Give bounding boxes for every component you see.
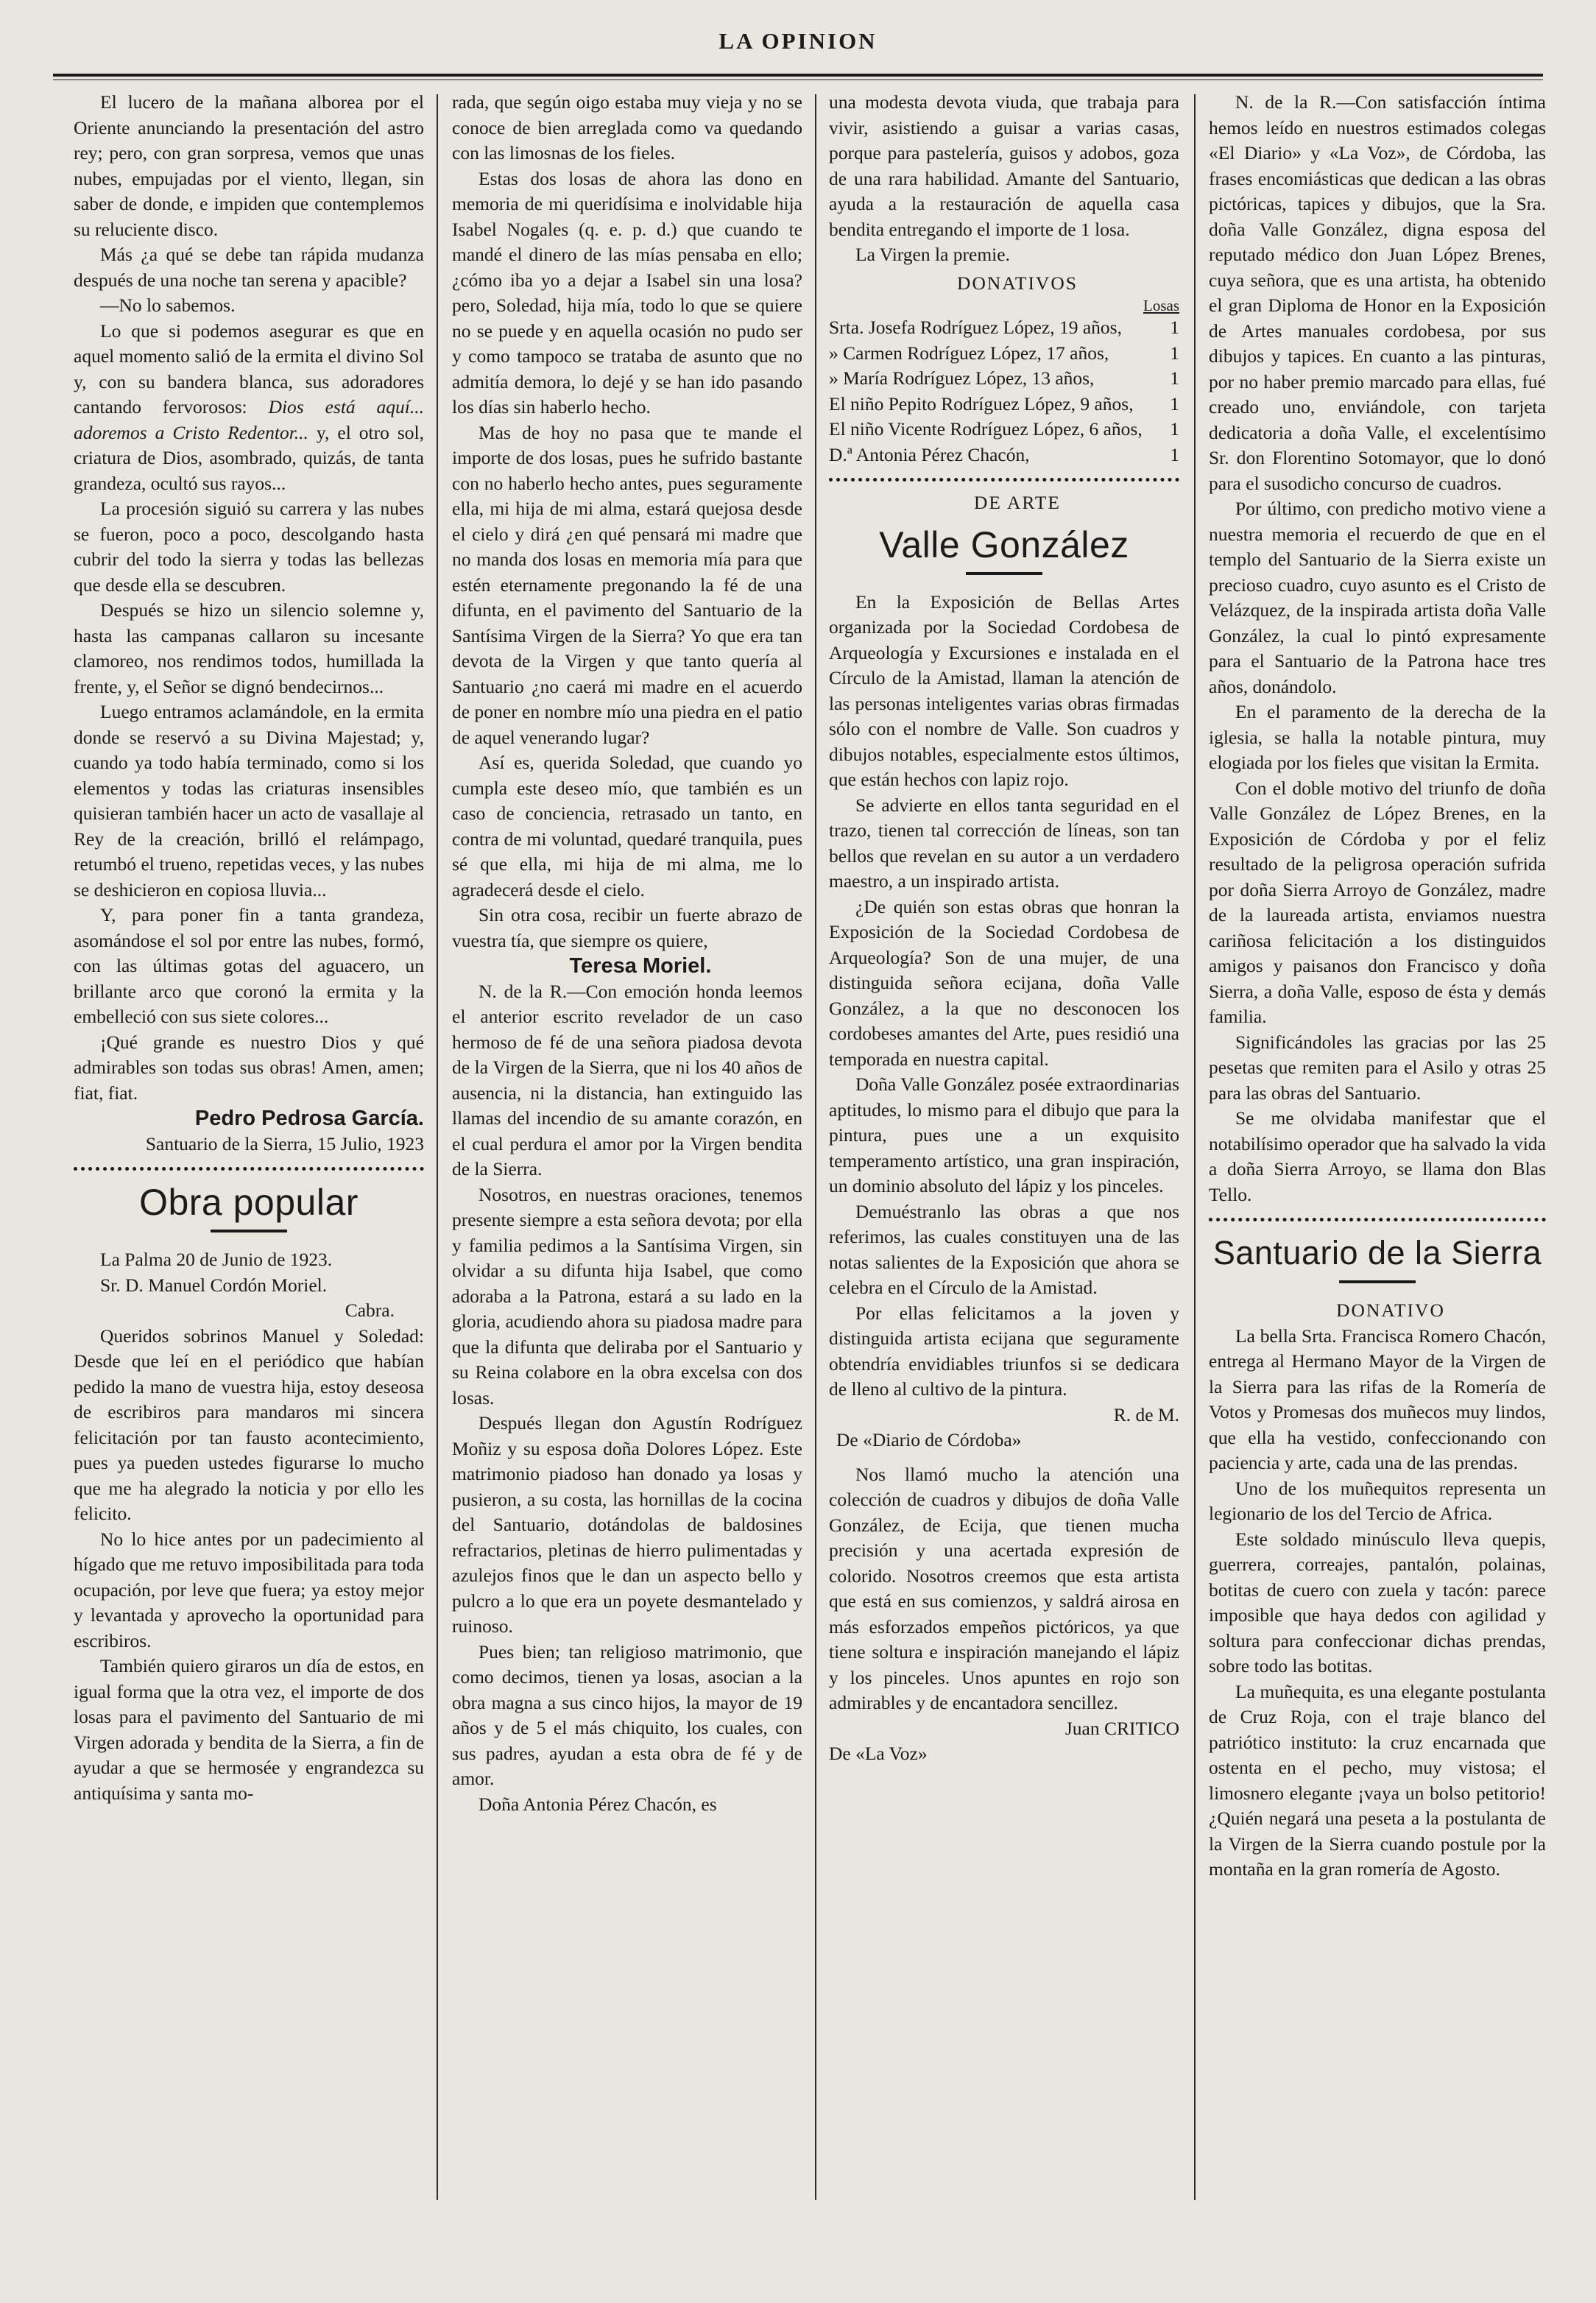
article-paragraph: Sin otra cosa, recibir un fuerte abrazo de vuestra tía, que siempre os quiere, xyxy=(452,904,802,951)
letter-city: Cabra. xyxy=(345,1299,395,1321)
paragraph-text: Lo que si podemos asegurar es que en aquel momento salió de la ermita el divino Sol y, con su bandera blanca, sus adoradores cantando fervorosos: xyxy=(74,320,424,417)
article-paragraph: Demuéstranlo las obras a que nos referimos, las cuales constituyen una de las notas salientes de la Exposición que ahora se celebra en el Círculo de la Amistad. xyxy=(829,1200,1179,1298)
donor-name: El niño Pepito Rodríguez López, 9 años, xyxy=(829,392,1134,415)
donation-row xyxy=(829,392,1179,417)
donations-heading: DONATIVOS xyxy=(957,272,1078,294)
donation-row xyxy=(829,417,1179,442)
dotted-separator xyxy=(1209,1218,1546,1221)
section-label: DONATIVO xyxy=(1336,1299,1445,1321)
article-paragraph: Así es, querida Soledad, que cuando yo cumpla este deseo mío, que también es un caso de conciencia, retrasado un tanto, en contra de mi voluntad, quedaré tranquila, pues sé que ella, mi hija de mi alma, me lo agradecerá desde el cielo. xyxy=(452,752,802,900)
article-paragraph: ¿De quién son estas obras que honran la Exposición de la Sociedad Cordobesa de Arqueología? Son de una mujer, de una distinguida señora ecijana, doña Valle González, a la que no desconocen los cordobeses amantes del Arte, pues residió una temporada en nuestra capital. xyxy=(829,895,1179,1070)
article-headline: Obra popular xyxy=(139,1182,359,1223)
author-signature: Pedro Pedrosa García. xyxy=(194,1107,424,1130)
donation-row xyxy=(829,315,1179,341)
article-paragraph: La procesión siguió su carrera y las nubes se fueron, poco a poco, descolgando hasta cubrir del todo la sierra y todas las bellezas que desde ella se descubren. xyxy=(74,498,424,596)
donation-row xyxy=(829,341,1179,367)
title-rule xyxy=(966,572,1042,575)
article-paragraph: La Virgen la premie. xyxy=(855,244,1010,265)
donation-amount: 1 xyxy=(1170,392,1179,415)
article-paragraph: Pues bien; tan religioso matrimonio, que como decimos, tienen ya losas, asocian a la obra magna a sus cinco hijos, la mayor de 19 años y de 5 el más chiquito, los cuales, con sus padres, ayudan a esta obra de fé y de amor. xyxy=(452,1640,802,1789)
dateline: Santuario de la Sierra, 15 Julio, 1923 xyxy=(145,1132,424,1154)
article-paragraph: Se advierte en ellos tanta seguridad en el trazo, tienen tal corrección de líneas, son tan bellos que revelan en su autor a un verdadero maestro, a un inspirado artista. xyxy=(829,794,1179,892)
article-paragraph: rada, que según oigo estaba muy vieja y no se conoce de bien arreglada como va quedando con las limosnas de los fieles. xyxy=(452,91,802,163)
title-rule xyxy=(1339,1280,1416,1283)
article-paragraph: En el paramento de la derecha de la iglesia, se halla la notable pintura, muy elogiada por los fieles que visitan la Ermita. xyxy=(1209,701,1546,773)
donor-name: » Carmen Rodríguez López, 17 años, xyxy=(829,342,1109,364)
article-paragraph: Y, para poner fin a tanta grandeza, asomándose el sol por entre las nubes, formó, con las últimas gotas del aguacero, un brillante arco que coronó la ermita y la embelleció con sus siete colores... xyxy=(74,904,424,1027)
column-divider xyxy=(1194,94,1196,2200)
source-credit: De «La Voz» xyxy=(829,1743,928,1764)
column-4 xyxy=(1209,90,1546,1883)
donation-amount: 1 xyxy=(1170,367,1179,389)
dotted-separator xyxy=(74,1167,424,1171)
column-3 xyxy=(829,90,1179,1767)
section-label: DE ARTE xyxy=(973,492,1061,513)
article-paragraph: No lo hice antes por un padecimiento al hígado que me retuvo imposibilitada para toda ocupación, por leve que fuera; ya estoy mejor y levantada y aprovecho la oportunidad para escribiros. xyxy=(74,1528,424,1651)
article-paragraph: Uno de los muñequitos representa un legionario de los del Tercio de Africa. xyxy=(1209,1477,1546,1524)
header-rule xyxy=(53,74,1543,77)
article-paragraph: Por ellas felicitamos a la joven y distinguida artista ecijana que seguramente obtendría envidiables triunfos si se dedicara de lleno al cultivo de la pintura. xyxy=(829,1302,1179,1400)
article-paragraph: La bella Srta. Francisca Romero Chacón, entrega al Hermano Mayor de la Virgen de la Sierra para las rifas de la Romería de Votos y Promesas dos muñecos muy lindos, que ella ha vestido, confeccionando con paciencia y arte, cada una de las prendas. xyxy=(1209,1325,1546,1473)
donor-name: El niño Vicente Rodríguez López, 6 años, xyxy=(829,418,1143,440)
donations-list xyxy=(829,315,1179,468)
article-paragraph: Significándoles las gracias por las 25 pesetas que remiten para el Asilo y otras 25 para las obras del Santuario. xyxy=(1209,1031,1546,1104)
author-signature: R. de M. xyxy=(1113,1403,1179,1425)
article-paragraph xyxy=(74,319,424,497)
article-paragraph: ¡Qué grande es nuestro Dios y qué admirables son todas sus obras! Amen, amen; fiat, fiat. xyxy=(74,1031,424,1104)
article-paragraph: Más ¿a qué se debe tan rápida mudanza después de una noche tan serena y apacible? xyxy=(74,244,424,291)
donation-amount: 1 xyxy=(1170,342,1179,364)
donor-name: » María Rodríguez López, 13 años, xyxy=(829,367,1095,389)
donation-row xyxy=(829,366,1179,392)
italic-quote: Dios está aquí... adoremos a Cristo Redentor... xyxy=(74,396,425,443)
article-paragraph: Después llegan don Agustín Rodríguez Moñiz y su esposa doña Dolores López. Este matrimonio piadoso han donado ya losas y pusieron, a su costa, las hornillas de la cocina del Santuario, dotándolas de baldosines refractarios, pletinas de hierro pulimentadas y azulejos finos que le dan un aspecto bello y pulcro a lo que era un poyete desmantelado y ruinoso. xyxy=(452,1412,802,1637)
donation-amount: 1 xyxy=(1170,418,1179,440)
column-2 xyxy=(452,90,802,1817)
donation-amount: 1 xyxy=(1170,443,1179,465)
author-signature: Juan CRITICO xyxy=(1064,1717,1179,1739)
article-paragraph: —No lo sabemos. xyxy=(100,295,236,316)
article-paragraph: En la Exposición de Bellas Artes organizada por la Sociedad Cordobesa de Arqueología y Excursiones e instalada en el Círculo de la Amistad, llaman la atención de las personas inteligentes varias obras firmadas sólo con el nombre de Valle. Son cuadros y dibujos notables, especialmente estos últimos, que están hechos con lapiz rojo. xyxy=(829,590,1179,790)
article-paragraph: La muñequita, es una elegante postulanta de Cruz Roja, con el traje blanco del patriótico instituto: la cruz encarnada que ostenta en el pecho, muy vistosa; el limosnero elegante ¡vaya un bolso petitorio! ¿Quién negará una peseta a la postulanta de la Virgen de la Sierra cuando postule por la montaña en la gran romería de Agosto. xyxy=(1209,1680,1546,1880)
column-divider xyxy=(437,94,438,2200)
donor-name: Srta. Josefa Rodríguez López, 19 años, xyxy=(829,317,1122,338)
article-headline: Santuario de la Sierra xyxy=(1212,1234,1542,1272)
article-paragraph: Este soldado minúsculo lleva quepis, guerrera, correajes, pantalón, polainas, botitas de cuero con zuela y tacón: parece imposible que haya dedos con agilidad y soltura para confeccionar dichas prendas, sobre todo las botitas. xyxy=(1209,1528,1546,1676)
article-paragraph: Queridos sobrinos Manuel y Soledad: Desde que leí en el periódico que habían pedido la mano de vuestra hija, estoy deseosa de escribiros para mandaros mi sincera felicitación por tan fausto acontecimiento, pues ya pueden ustedes figurarse lo mucho que me ha alegrado la noticia y por ello les felicito. xyxy=(74,1325,424,1524)
donation-amount: 1 xyxy=(1170,317,1179,338)
article-paragraph: Estas dos losas de ahora las dono en memoria de mi queridísima e inolvidable hija Isabel Nogales (q. e. p. d.) que cuando te mandé el dinero de las mías pensaba en ello; ¿cómo iba yo a dejar a Isabel sin una losa? pero, Soledad, hija mía, todo lo que se quiere no se puede y en aquella ocasión no pudo ser y como tampoco se trataba de asunto que no admitía demora, lo dejé y se han ido pasando los días sin haberlo hecho. xyxy=(452,167,802,417)
column-1 xyxy=(74,90,424,1806)
article-paragraph: También quiero giraros un día de estos, en igual forma que la otra vez, el importe de dos losas para el pavimento del Santuario de mi Virgen adorada y bendita de la Sierra, a fin de ayudar a que se hermosée y engrandezca su antiquísima y santa mo- xyxy=(74,1655,424,1804)
article-paragraph: Nos llamó mucho la atención una colección de cuadros y dibujos de doña Valle González, de Ecija, que tienen mucha precisión y una acertada expresión de colorido. Nosotros creemos que esta artista que está en sus comienzos, y saldrá airosa en más esforzados empeños pictóricos, ya que tiene soltura e inspiración manejando el lápiz y los pinceles. Unos apuntes en rojo son admirables y de encantadora sencillez. xyxy=(829,1463,1179,1713)
article-paragraph: Se me olvidaba manifestar que el notabilísimo operador que ha salvado la vida a doña Sierra Arroyo, se llama don Blas Tello. xyxy=(1209,1107,1546,1205)
article-paragraph: Nosotros, en nuestras oraciones, tenemos presente siempre a esta señora devota; por ella y familia pedimos a la Santísima Virgen, sin olvidar a su difunta hija Isabel, que como adoraba a la Patrona, estará a su lado en la gloria, acudiendo ahora su piadosa madre para que la difunta que deliraba por el Santuario y su Reina colabore en la obra excelsa con dos losas. xyxy=(452,1183,802,1408)
article-headline: Valle González xyxy=(879,523,1129,565)
article-paragraph: N. de la R.—Con emoción honda leemos el anterior escrito revelador de un caso hermoso de fé de una señora piadosa devota de la Virgen de la Sierra, que ni los 40 años de ausencia, ni la distancia, han extinguido las llamas del incendio de su amante corazón, en el cual perdura el amor por la Virgen bendita de la Sierra. xyxy=(452,980,802,1179)
title-rule xyxy=(211,1230,287,1232)
article-paragraph: Luego entramos aclamándole, en la ermita donde se reservó a su Divina Majestad; y, cuando ya todo había terminado, como si los elementos y todas las criaturas insensibles quisieran también hacer un acto de vasallaje al Rey de la creación, brilló el relámpago, retumbó el trueno, repetidas veces, y las nubes se deshicieron en copiosa lluvia... xyxy=(74,701,424,900)
article-paragraph: Después se hizo un silencio solemne y, hasta las campanas callaron su incesante clamoreo, nos rendimos todos, humillada la frente, y, el Señor se dignó bendecirnos... xyxy=(74,599,424,697)
article-paragraph: N. de la R.—Con satisfacción íntima hemos leído en nuestros estimados colegas «El Diario» y «La Voz», de Córdoba, las frases encomiásticas que dedican a las obras pictóricas, tapices y dibujos, que la Sra. doña Valle González, digna esposa del reputado médico don Juan López Brenes, cuya señora, que es una artista, ha obtenido el gran Diploma de Honor en la Exposición de Artes manuales cordobesa, por sus dibujos y tapices. En cuanto a las pinturas, por no haber premio marcado para ellas, fué creado uno, enviándole, con tarjeta dedicatoria a doña Valle, el excelentísimo Sr. don Florentino Sotomayor, que lo donó para el susodicho concurso de cuadros. xyxy=(1209,91,1546,494)
article-paragraph: Mas de hoy no pasa que te mande el importe de dos losas, pues he sufrido bastante con no haberlo hecho antes, pues seguramente ella, mi hija de mi alma, estará quejosa desde el cielo y dirá ¿en qué pensará mi madre que no manda dos losas en memoria mía para que estén eternamente pregonando la fé de una difunta, en el pavimento del Santuario de la Santísima Virgen de la Sierra? Yo que era tan devota de la Virgen y que tanto quería al Santuario ¿no caerá mi madre en el acuerdo de poner en nombre mío una piedra en el patio de aquel venerando lugar? xyxy=(452,421,802,748)
article-paragraph: El lucero de la mañana alborea por el Oriente anunciando la presentación del astro rey; pero, con gran sorpresa, vemos que unas nubes, empujadas por el viento, llegan, sin saber de donde, e impiden que contemplemos su reluciente disco. xyxy=(74,91,424,240)
article-paragraph: Doña Antonia Pérez Chacón, es xyxy=(479,1793,717,1815)
paragraph-text: y, el otro sol, criatura de Dios, asombrado, quizás, de tanta grandeza, ocultó sus rayos... xyxy=(74,421,424,494)
donor-name: D.ª Antonia Pérez Chacón, xyxy=(829,443,1030,465)
article-paragraph: una modesta devota viuda, que trabaja para vivir, asistiendo a guisar a varias casas, porque para pastelería, guisos y adobos, goza de una rara habilidad. Amante del Santuario, ayuda a la restauración de aquella casa bendita entregando el importe de 1 losa. xyxy=(829,91,1179,240)
dotted-separator xyxy=(829,478,1179,482)
article-paragraph: Con el doble motivo del triunfo de doña Valle González de López Brenes, en la Exposición de Córdoba y por el feliz resultado de la peligrosa operación sufrida por doña Sierra Arroyo de González, madre de la laureada artista, enviamos nuestra cariñosa felicitación a los distinguidos amigos y paisanos don Francisco y doña Sierra, a doña Valle, esposo de ésta y demás familia. xyxy=(1209,777,1546,1027)
donations-column-header: Losas xyxy=(1143,297,1179,314)
donation-row xyxy=(829,442,1179,468)
article-paragraph: Por último, con predicho motivo viene a nuestra memoria el recuerdo de que en el templo del Santuario de la Sierra existe un precioso cuadro, cuyo asunto es el Cristo de Velázquez, de la inspirada artista doña Valle González, la cual lo pintó expresamente para el Santuario de la Patrona hace tres años, donándolo. xyxy=(1209,498,1546,697)
masthead: LA OPINION xyxy=(718,28,878,54)
column-divider xyxy=(815,94,816,2200)
article-paragraph: Doña Valle González posée extraordinarias aptitudes, lo mismo para el dibujo que para la pintura, pues une a un exquisito temperamento artístico, una gran inspiración, un dominio absoluto del lápiz y los pinceles. xyxy=(829,1073,1179,1196)
source-credit: De «Diario de Córdoba» xyxy=(836,1429,1022,1450)
author-signature: Teresa Moriel. xyxy=(569,954,712,978)
letter-addressee: Sr. D. Manuel Cordón Moriel. xyxy=(100,1274,328,1296)
letter-date: La Palma 20 de Junio de 1923. xyxy=(100,1249,333,1270)
